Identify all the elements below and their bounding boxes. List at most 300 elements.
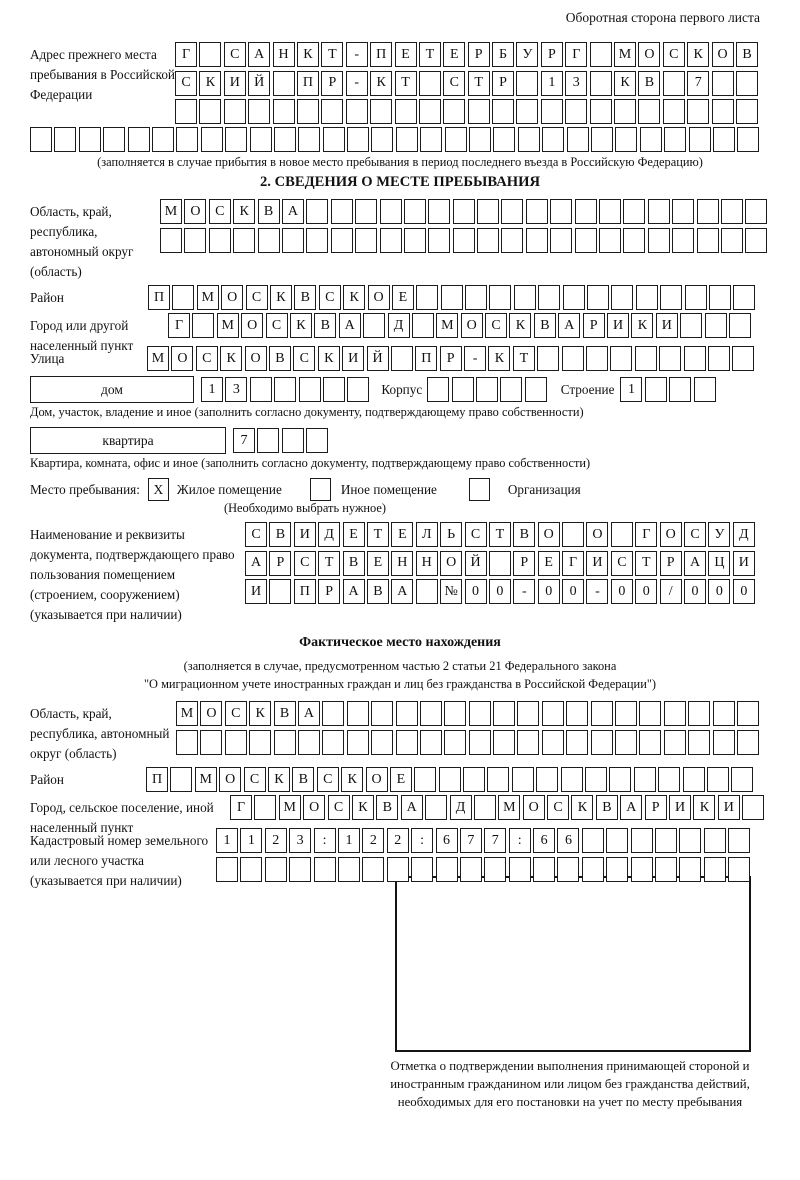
char-box[interactable] bbox=[655, 828, 677, 853]
char-box[interactable] bbox=[631, 857, 653, 882]
char-box[interactable]: С bbox=[294, 551, 316, 576]
char-box[interactable] bbox=[694, 377, 716, 402]
char-box[interactable]: Т bbox=[367, 522, 389, 547]
char-box[interactable]: И bbox=[718, 795, 740, 820]
char-box[interactable] bbox=[538, 285, 560, 310]
char-box[interactable] bbox=[655, 857, 677, 882]
char-box[interactable] bbox=[380, 199, 402, 224]
char-box[interactable] bbox=[732, 346, 754, 371]
char-box[interactable]: О bbox=[523, 795, 545, 820]
char-box[interactable]: А bbox=[343, 579, 365, 604]
char-box[interactable]: 1 bbox=[216, 828, 238, 853]
char-box[interactable] bbox=[380, 228, 402, 253]
char-box[interactable] bbox=[733, 285, 755, 310]
char-box[interactable]: Р bbox=[318, 579, 340, 604]
char-box[interactable]: В bbox=[367, 579, 389, 604]
char-box[interactable] bbox=[679, 857, 701, 882]
char-box[interactable] bbox=[708, 346, 730, 371]
char-box[interactable]: 0 bbox=[708, 579, 730, 604]
char-box[interactable]: Г bbox=[565, 42, 587, 67]
char-box[interactable] bbox=[697, 199, 719, 224]
char-box[interactable]: О bbox=[638, 42, 660, 67]
char-box[interactable] bbox=[199, 42, 221, 67]
char-box[interactable] bbox=[419, 99, 441, 124]
char-box[interactable] bbox=[737, 127, 759, 152]
char-box[interactable] bbox=[729, 313, 751, 338]
apartment-label-box[interactable] bbox=[30, 427, 226, 454]
char-box[interactable]: К bbox=[341, 767, 363, 792]
char-box[interactable] bbox=[566, 701, 588, 726]
char-box[interactable] bbox=[526, 228, 548, 253]
char-box[interactable]: К bbox=[297, 42, 319, 67]
char-box[interactable]: В bbox=[638, 71, 660, 96]
char-box[interactable]: С bbox=[293, 346, 315, 371]
char-box[interactable]: Т bbox=[635, 551, 657, 576]
char-box[interactable] bbox=[200, 730, 222, 755]
char-box[interactable]: С bbox=[465, 522, 487, 547]
char-box[interactable] bbox=[664, 730, 686, 755]
char-box[interactable] bbox=[469, 730, 491, 755]
char-box[interactable]: С bbox=[245, 522, 267, 547]
char-box[interactable] bbox=[590, 42, 612, 67]
char-box[interactable] bbox=[347, 377, 369, 402]
char-box[interactable]: С bbox=[266, 313, 288, 338]
char-box[interactable] bbox=[452, 377, 474, 402]
char-box[interactable] bbox=[645, 377, 667, 402]
char-box[interactable]: М bbox=[436, 313, 458, 338]
char-box[interactable]: С bbox=[317, 767, 339, 792]
char-box[interactable] bbox=[322, 701, 344, 726]
char-box[interactable] bbox=[728, 828, 750, 853]
char-box[interactable]: О bbox=[440, 551, 462, 576]
char-box[interactable]: 6 bbox=[533, 828, 555, 853]
char-box[interactable]: С bbox=[684, 522, 706, 547]
char-box[interactable] bbox=[425, 795, 447, 820]
char-box[interactable]: И bbox=[733, 551, 755, 576]
char-box[interactable]: - bbox=[513, 579, 535, 604]
char-box[interactable]: П bbox=[148, 285, 170, 310]
char-box[interactable] bbox=[516, 99, 538, 124]
char-box[interactable] bbox=[489, 285, 511, 310]
char-box[interactable] bbox=[453, 199, 475, 224]
char-box[interactable]: О bbox=[241, 313, 263, 338]
char-box[interactable] bbox=[562, 522, 584, 547]
char-box[interactable] bbox=[736, 99, 758, 124]
char-box[interactable]: - bbox=[346, 71, 368, 96]
char-box[interactable] bbox=[672, 228, 694, 253]
char-box[interactable]: Е bbox=[443, 42, 465, 67]
char-box[interactable] bbox=[610, 346, 632, 371]
char-box[interactable]: Р bbox=[541, 42, 563, 67]
char-box[interactable]: К bbox=[318, 346, 340, 371]
char-box[interactable] bbox=[582, 828, 604, 853]
char-box[interactable]: Д bbox=[318, 522, 340, 547]
char-box[interactable]: 6 bbox=[557, 828, 579, 853]
char-box[interactable] bbox=[712, 71, 734, 96]
char-box[interactable] bbox=[314, 857, 336, 882]
char-box[interactable]: В bbox=[534, 313, 556, 338]
char-box[interactable]: К bbox=[249, 701, 271, 726]
char-box[interactable] bbox=[493, 127, 515, 152]
char-box[interactable]: С bbox=[319, 285, 341, 310]
char-box[interactable] bbox=[493, 701, 515, 726]
char-box[interactable]: 7 bbox=[460, 828, 482, 853]
char-box[interactable]: 0 bbox=[611, 579, 633, 604]
char-box[interactable] bbox=[721, 199, 743, 224]
char-box[interactable] bbox=[712, 99, 734, 124]
char-box[interactable] bbox=[249, 730, 271, 755]
char-box[interactable] bbox=[541, 99, 563, 124]
char-box[interactable]: И bbox=[607, 313, 629, 338]
char-box[interactable] bbox=[500, 377, 522, 402]
char-box[interactable]: И bbox=[656, 313, 678, 338]
char-box[interactable]: 7 bbox=[687, 71, 709, 96]
char-box[interactable]: Р bbox=[468, 42, 490, 67]
char-box[interactable]: 7 bbox=[484, 828, 506, 853]
char-box[interactable] bbox=[745, 228, 767, 253]
char-box[interactable]: О bbox=[712, 42, 734, 67]
char-box[interactable]: Ь bbox=[440, 522, 462, 547]
char-box[interactable]: М bbox=[279, 795, 301, 820]
char-box[interactable] bbox=[172, 285, 194, 310]
char-box[interactable]: Р bbox=[269, 551, 291, 576]
char-box[interactable]: И bbox=[294, 522, 316, 547]
char-box[interactable]: А bbox=[391, 579, 413, 604]
char-box[interactable]: Т bbox=[513, 346, 535, 371]
char-box[interactable] bbox=[517, 730, 539, 755]
char-box[interactable] bbox=[414, 767, 436, 792]
char-box[interactable]: К bbox=[199, 71, 221, 96]
char-box[interactable] bbox=[416, 285, 438, 310]
char-box[interactable]: - bbox=[346, 42, 368, 67]
char-box[interactable] bbox=[615, 701, 637, 726]
char-box[interactable] bbox=[663, 71, 685, 96]
char-box[interactable]: А bbox=[282, 199, 304, 224]
char-box[interactable] bbox=[428, 228, 450, 253]
char-box[interactable]: С bbox=[547, 795, 569, 820]
char-box[interactable] bbox=[30, 127, 52, 152]
char-box[interactable] bbox=[362, 857, 384, 882]
char-box[interactable] bbox=[347, 701, 369, 726]
char-box[interactable] bbox=[298, 127, 320, 152]
char-box[interactable]: Н bbox=[416, 551, 438, 576]
char-box[interactable] bbox=[713, 701, 735, 726]
char-box[interactable]: К bbox=[687, 42, 709, 67]
char-box[interactable]: В bbox=[736, 42, 758, 67]
char-box[interactable]: 1 bbox=[541, 71, 563, 96]
char-box[interactable] bbox=[566, 730, 588, 755]
char-box[interactable]: Г bbox=[562, 551, 584, 576]
char-box[interactable] bbox=[282, 228, 304, 253]
char-box[interactable]: П bbox=[146, 767, 168, 792]
char-box[interactable]: А bbox=[245, 551, 267, 576]
char-box[interactable]: Е bbox=[391, 522, 413, 547]
char-box[interactable] bbox=[346, 99, 368, 124]
char-box[interactable] bbox=[250, 127, 272, 152]
char-box[interactable] bbox=[623, 199, 645, 224]
char-box[interactable]: К bbox=[571, 795, 593, 820]
char-box[interactable] bbox=[128, 127, 150, 152]
char-box[interactable]: 0 bbox=[635, 579, 657, 604]
char-box[interactable]: М bbox=[147, 346, 169, 371]
char-box[interactable]: К bbox=[343, 285, 365, 310]
char-box[interactable] bbox=[658, 767, 680, 792]
char-box[interactable] bbox=[606, 828, 628, 853]
char-box[interactable]: 2 bbox=[362, 828, 384, 853]
char-box[interactable]: С bbox=[485, 313, 507, 338]
char-box[interactable] bbox=[615, 730, 637, 755]
char-box[interactable]: О bbox=[538, 522, 560, 547]
char-box[interactable]: : bbox=[314, 828, 336, 853]
char-box[interactable] bbox=[474, 795, 496, 820]
char-box[interactable]: К bbox=[631, 313, 653, 338]
char-box[interactable] bbox=[248, 99, 270, 124]
char-box[interactable] bbox=[638, 99, 660, 124]
char-box[interactable] bbox=[233, 228, 255, 253]
char-box[interactable] bbox=[525, 377, 547, 402]
char-box[interactable]: О bbox=[219, 767, 241, 792]
char-box[interactable]: А bbox=[339, 313, 361, 338]
char-box[interactable] bbox=[224, 99, 246, 124]
char-box[interactable] bbox=[680, 313, 702, 338]
char-box[interactable]: С bbox=[224, 42, 246, 67]
char-box[interactable] bbox=[420, 730, 442, 755]
char-box[interactable] bbox=[371, 701, 393, 726]
char-box[interactable]: А bbox=[298, 701, 320, 726]
char-box[interactable] bbox=[742, 795, 764, 820]
char-box[interactable] bbox=[477, 228, 499, 253]
char-box[interactable]: И bbox=[224, 71, 246, 96]
char-box[interactable]: 2 bbox=[265, 828, 287, 853]
char-box[interactable]: О bbox=[366, 767, 388, 792]
char-box[interactable]: 3 bbox=[565, 71, 587, 96]
char-box[interactable]: Н bbox=[391, 551, 413, 576]
char-box[interactable] bbox=[152, 127, 174, 152]
char-box[interactable]: - bbox=[586, 579, 608, 604]
char-box[interactable]: С bbox=[209, 199, 231, 224]
char-box[interactable] bbox=[395, 99, 417, 124]
char-box[interactable]: К bbox=[614, 71, 636, 96]
char-box[interactable] bbox=[477, 199, 499, 224]
char-box[interactable] bbox=[745, 199, 767, 224]
char-box[interactable] bbox=[639, 730, 661, 755]
char-box[interactable]: К bbox=[352, 795, 374, 820]
char-box[interactable] bbox=[54, 127, 76, 152]
char-box[interactable]: Т bbox=[318, 551, 340, 576]
char-box[interactable]: С bbox=[663, 42, 685, 67]
char-box[interactable] bbox=[663, 99, 685, 124]
char-box[interactable] bbox=[209, 228, 231, 253]
char-box[interactable] bbox=[436, 857, 458, 882]
char-box[interactable] bbox=[444, 730, 466, 755]
char-box[interactable] bbox=[492, 99, 514, 124]
char-box[interactable]: Й bbox=[465, 551, 487, 576]
char-box[interactable] bbox=[476, 377, 498, 402]
char-box[interactable] bbox=[728, 857, 750, 882]
char-box[interactable]: Г bbox=[230, 795, 252, 820]
char-box[interactable] bbox=[685, 285, 707, 310]
char-box[interactable] bbox=[635, 346, 657, 371]
char-box[interactable] bbox=[299, 377, 321, 402]
char-box[interactable]: Д bbox=[733, 522, 755, 547]
char-box[interactable]: Г bbox=[635, 522, 657, 547]
char-box[interactable] bbox=[590, 71, 612, 96]
char-box[interactable]: М bbox=[498, 795, 520, 820]
char-box[interactable]: Р bbox=[440, 346, 462, 371]
char-box[interactable]: 0 bbox=[562, 579, 584, 604]
char-box[interactable]: С bbox=[225, 701, 247, 726]
char-box[interactable] bbox=[489, 551, 511, 576]
char-box[interactable] bbox=[201, 127, 223, 152]
char-box[interactable] bbox=[427, 377, 449, 402]
char-box[interactable]: Ц bbox=[708, 551, 730, 576]
char-box[interactable]: А bbox=[620, 795, 642, 820]
char-box[interactable]: В bbox=[314, 313, 336, 338]
char-box[interactable] bbox=[517, 701, 539, 726]
char-box[interactable]: О bbox=[245, 346, 267, 371]
char-box[interactable] bbox=[225, 730, 247, 755]
char-box[interactable]: О bbox=[184, 199, 206, 224]
char-box[interactable]: С bbox=[328, 795, 350, 820]
char-box[interactable]: С bbox=[196, 346, 218, 371]
char-box[interactable] bbox=[639, 701, 661, 726]
char-box[interactable]: Г bbox=[175, 42, 197, 67]
char-box[interactable]: О bbox=[586, 522, 608, 547]
char-box[interactable] bbox=[79, 127, 101, 152]
char-box[interactable]: : bbox=[509, 828, 531, 853]
char-box[interactable] bbox=[587, 285, 609, 310]
char-box[interactable]: К bbox=[290, 313, 312, 338]
char-box[interactable] bbox=[606, 857, 628, 882]
char-box[interactable] bbox=[445, 127, 467, 152]
char-box[interactable] bbox=[404, 199, 426, 224]
char-box[interactable]: - bbox=[464, 346, 486, 371]
char-box[interactable] bbox=[709, 285, 731, 310]
char-box[interactable] bbox=[469, 701, 491, 726]
char-box[interactable] bbox=[355, 228, 377, 253]
char-box[interactable]: Л bbox=[416, 522, 438, 547]
char-box[interactable] bbox=[512, 767, 534, 792]
char-box[interactable] bbox=[611, 285, 633, 310]
char-box[interactable]: И bbox=[586, 551, 608, 576]
char-box[interactable]: Б bbox=[492, 42, 514, 67]
char-box[interactable] bbox=[199, 99, 221, 124]
char-box[interactable] bbox=[160, 228, 182, 253]
char-box[interactable] bbox=[428, 199, 450, 224]
char-box[interactable]: С bbox=[244, 767, 266, 792]
char-box[interactable] bbox=[684, 346, 706, 371]
char-box[interactable]: В bbox=[596, 795, 618, 820]
char-box[interactable] bbox=[721, 228, 743, 253]
char-box[interactable] bbox=[659, 346, 681, 371]
char-box[interactable] bbox=[254, 795, 276, 820]
char-box[interactable]: 1 bbox=[240, 828, 262, 853]
char-box[interactable]: Р bbox=[321, 71, 343, 96]
char-box[interactable]: В bbox=[269, 346, 291, 371]
char-box[interactable]: Й bbox=[248, 71, 270, 96]
char-box[interactable] bbox=[387, 857, 409, 882]
char-box[interactable]: Р bbox=[645, 795, 667, 820]
char-box[interactable] bbox=[411, 857, 433, 882]
char-box[interactable] bbox=[468, 99, 490, 124]
char-box[interactable] bbox=[175, 99, 197, 124]
char-box[interactable]: У bbox=[708, 522, 730, 547]
char-box[interactable] bbox=[216, 857, 238, 882]
char-box[interactable] bbox=[441, 285, 463, 310]
char-box[interactable]: 3 bbox=[225, 377, 247, 402]
char-box[interactable]: К bbox=[509, 313, 531, 338]
char-box[interactable]: Д bbox=[388, 313, 410, 338]
char-box[interactable]: Е bbox=[392, 285, 414, 310]
char-box[interactable]: О bbox=[200, 701, 222, 726]
char-box[interactable]: М bbox=[217, 313, 239, 338]
char-box[interactable] bbox=[298, 730, 320, 755]
char-box[interactable] bbox=[664, 701, 686, 726]
char-box[interactable] bbox=[536, 767, 558, 792]
char-box[interactable]: О bbox=[221, 285, 243, 310]
char-box[interactable] bbox=[514, 285, 536, 310]
char-box[interactable]: : bbox=[411, 828, 433, 853]
char-box[interactable]: Т bbox=[419, 42, 441, 67]
char-box[interactable] bbox=[689, 127, 711, 152]
char-box[interactable] bbox=[274, 730, 296, 755]
char-box[interactable]: В bbox=[513, 522, 535, 547]
char-box[interactable] bbox=[347, 127, 369, 152]
char-box[interactable]: В bbox=[274, 701, 296, 726]
char-box[interactable]: Н bbox=[273, 42, 295, 67]
char-box[interactable]: И bbox=[669, 795, 691, 820]
char-box[interactable] bbox=[258, 228, 280, 253]
char-box[interactable] bbox=[370, 99, 392, 124]
char-box[interactable]: П bbox=[294, 579, 316, 604]
char-box[interactable]: П bbox=[415, 346, 437, 371]
char-box[interactable] bbox=[282, 428, 304, 453]
char-box[interactable]: О bbox=[171, 346, 193, 371]
char-box[interactable]: В bbox=[343, 551, 365, 576]
char-box[interactable] bbox=[396, 127, 418, 152]
char-box[interactable] bbox=[404, 228, 426, 253]
char-box[interactable]: О bbox=[461, 313, 483, 338]
char-box[interactable]: Т bbox=[321, 42, 343, 67]
char-box[interactable]: О bbox=[303, 795, 325, 820]
char-box[interactable]: Й bbox=[367, 346, 389, 371]
char-box[interactable] bbox=[599, 228, 621, 253]
char-box[interactable]: 0 bbox=[733, 579, 755, 604]
char-box[interactable] bbox=[542, 127, 564, 152]
char-box[interactable] bbox=[347, 730, 369, 755]
char-box[interactable] bbox=[269, 579, 291, 604]
char-box[interactable]: В bbox=[292, 767, 314, 792]
char-box[interactable] bbox=[611, 522, 633, 547]
char-box[interactable] bbox=[192, 313, 214, 338]
char-box[interactable]: М bbox=[197, 285, 219, 310]
checkbox-residential[interactable]: X bbox=[148, 478, 169, 501]
char-box[interactable] bbox=[444, 701, 466, 726]
char-box[interactable] bbox=[672, 199, 694, 224]
char-box[interactable]: Р bbox=[660, 551, 682, 576]
char-box[interactable] bbox=[542, 701, 564, 726]
char-box[interactable] bbox=[636, 285, 658, 310]
char-box[interactable] bbox=[321, 99, 343, 124]
char-box[interactable] bbox=[565, 99, 587, 124]
char-box[interactable] bbox=[371, 730, 393, 755]
house-label-box[interactable] bbox=[30, 376, 194, 403]
char-box[interactable] bbox=[648, 228, 670, 253]
char-box[interactable]: / bbox=[660, 579, 682, 604]
char-box[interactable] bbox=[623, 228, 645, 253]
char-box[interactable] bbox=[240, 857, 262, 882]
char-box[interactable] bbox=[439, 767, 461, 792]
